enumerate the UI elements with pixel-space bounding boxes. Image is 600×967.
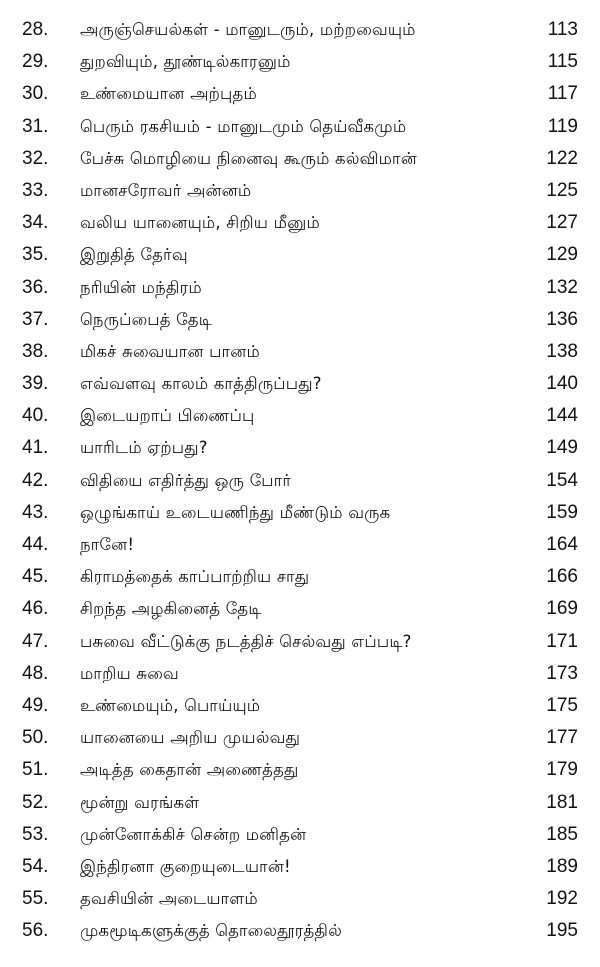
toc-entry (0, 272, 600, 304)
chapter-title: நெருப்பைத் தேடி (80, 309, 213, 329)
toc-entry (0, 239, 600, 271)
toc-entry (0, 465, 600, 497)
toc-entry (0, 819, 600, 851)
page-number: 164 (546, 534, 578, 555)
toc-entry (0, 529, 600, 561)
toc-entry (0, 143, 600, 175)
chapter-title: இந்திரனா குறையுடையான்! (80, 856, 291, 876)
toc-entry (0, 46, 600, 78)
toc-entry (0, 593, 600, 625)
page-number: 136 (546, 308, 578, 330)
chapter-number: 47. (22, 630, 49, 652)
chapter-title: முன்னோக்கிச் சென்ற மனிதன் (80, 824, 307, 844)
chapter-number: 54. (22, 855, 49, 877)
chapter-number: 45. (22, 566, 49, 588)
toc-entry (0, 78, 600, 110)
chapter-title: பேச்சு மொழியை நினைவு கூரும் கல்விமான் (80, 148, 417, 168)
chapter-number: 38. (22, 340, 49, 362)
chapter-title: இறுதித் தேர்வு (80, 245, 188, 265)
chapter-number: 41. (22, 437, 49, 459)
chapter-number: 52. (22, 791, 49, 813)
chapter-title: வலிய யானையும், சிறிய மீனும் (80, 213, 320, 233)
page-number: 189 (546, 855, 578, 877)
chapter-number: 31. (22, 115, 49, 137)
page-number: 159 (546, 501, 578, 523)
chapter-title: இடையறாப் பிணைப்பு (80, 406, 255, 426)
chapter-title: துறவியும், தூண்டில்காரனும் (80, 52, 291, 72)
chapter-number: 37. (22, 308, 49, 330)
page-number: 192 (546, 888, 578, 910)
chapter-title: யானையை அறிய முயல்வது (80, 728, 301, 748)
chapter-title: உண்மையான அற்புதம் (80, 84, 257, 104)
page-number: 132 (546, 276, 578, 298)
page-number: 166 (546, 566, 578, 588)
chapter-number: 30. (22, 83, 49, 105)
chapter-title: கிராமத்தைக் காப்பாற்றிய சாது (80, 567, 310, 587)
toc-entry (0, 207, 600, 239)
toc-entry (0, 626, 600, 658)
toc-entry (0, 432, 600, 464)
page-number: 179 (546, 759, 578, 781)
chapter-title: பசுவை வீட்டுக்கு நடத்திச் செல்வது எப்படி? (80, 631, 412, 651)
chapter-title: முகமூடிகளுக்குத் தொலைதூரத்தில் (80, 921, 343, 941)
chapter-title: ஒழுங்காய் உடையணிந்து மீண்டும் வருக (80, 502, 391, 522)
chapter-title: தவசியின் அடையாளம் (80, 889, 258, 909)
chapter-title: நானே! (80, 535, 135, 554)
page-number: 177 (546, 727, 578, 749)
page-number: 154 (546, 469, 578, 491)
chapter-number: 40. (22, 405, 49, 427)
toc-entry (0, 883, 600, 915)
toc-entry (0, 722, 600, 754)
toc-entry (0, 14, 600, 46)
page-number: 181 (546, 791, 578, 813)
chapter-title: மாறிய சுவை (80, 663, 179, 683)
chapter-number: 51. (22, 759, 49, 781)
toc-entry (0, 497, 600, 529)
toc-entry (0, 851, 600, 883)
page-number: 140 (546, 373, 578, 395)
toc-entry (0, 754, 600, 786)
page-number: 173 (546, 662, 578, 684)
table-of-contents (0, 14, 600, 947)
chapter-title: பெரும் ரகசியம் - மானுடமும் தெய்வீகமும் (80, 116, 407, 136)
page-number: 115 (547, 51, 578, 73)
page-number: 117 (547, 83, 578, 105)
chapter-title: நரியின் மந்திரம் (80, 277, 202, 297)
chapter-number: 36. (22, 276, 49, 298)
chapter-title: மிகச் சுவையான பானம் (80, 341, 260, 361)
chapter-number: 34. (22, 212, 49, 234)
page-number: 171 (546, 630, 578, 652)
chapter-number: 32. (22, 147, 49, 169)
chapter-title: மூன்று வரங்கள் (80, 792, 200, 812)
chapter-number: 29. (22, 51, 49, 73)
toc-entry (0, 400, 600, 432)
chapter-number: 46. (22, 598, 49, 620)
chapter-number: 35. (22, 244, 49, 266)
toc-entry (0, 561, 600, 593)
chapter-title: எவ்வளவு காலம் காத்திருப்பது? (80, 374, 322, 394)
chapter-title: அடித்த கைதான் அணைத்தது (80, 760, 299, 780)
chapter-number: 44. (22, 534, 49, 555)
page-number: 125 (546, 179, 578, 201)
page-number: 119 (547, 115, 578, 137)
page-number: 129 (546, 244, 578, 266)
chapter-number: 53. (22, 823, 49, 845)
toc-entry (0, 787, 600, 819)
page-number: 113 (547, 19, 578, 40)
toc-entry (0, 304, 600, 336)
chapter-number: 49. (22, 694, 49, 716)
chapter-number: 33. (22, 179, 49, 201)
chapter-title: அருஞ்செயல்கள் - மானுடரும், மற்றவையும் (80, 20, 416, 39)
page-number: 127 (546, 212, 578, 234)
page-number: 149 (546, 437, 578, 459)
page-number: 195 (546, 920, 578, 942)
chapter-title: யாரிடம் ஏற்பது? (80, 438, 208, 458)
chapter-title: விதியை எதிர்த்து ஒரு போர் (80, 470, 292, 490)
toc-entry (0, 175, 600, 207)
toc-entry (0, 658, 600, 690)
chapter-title: மானசரோவர் அன்னம் (80, 180, 252, 200)
toc-entry (0, 690, 600, 722)
chapter-number: 43. (22, 501, 49, 523)
toc-entry (0, 368, 600, 400)
toc-entry (0, 336, 600, 368)
page-number: 122 (546, 147, 578, 169)
chapter-title: சிறந்த அழகினைத் தேடி (80, 599, 262, 619)
page-number: 175 (546, 694, 578, 716)
chapter-number: 39. (22, 373, 49, 395)
page-number: 138 (546, 340, 578, 362)
chapter-title: உண்மையும், பொய்யும் (80, 695, 261, 715)
chapter-number: 56. (22, 920, 49, 942)
page-number: 185 (546, 823, 578, 845)
chapter-number: 28. (22, 19, 49, 40)
chapter-number: 48. (22, 662, 49, 684)
page-number: 144 (546, 405, 578, 427)
chapter-number: 55. (22, 888, 49, 910)
toc-entry (0, 111, 600, 143)
chapter-number: 50. (22, 727, 49, 749)
chapter-number: 42. (22, 469, 49, 491)
toc-entry (0, 915, 600, 947)
page-number: 169 (546, 598, 578, 620)
